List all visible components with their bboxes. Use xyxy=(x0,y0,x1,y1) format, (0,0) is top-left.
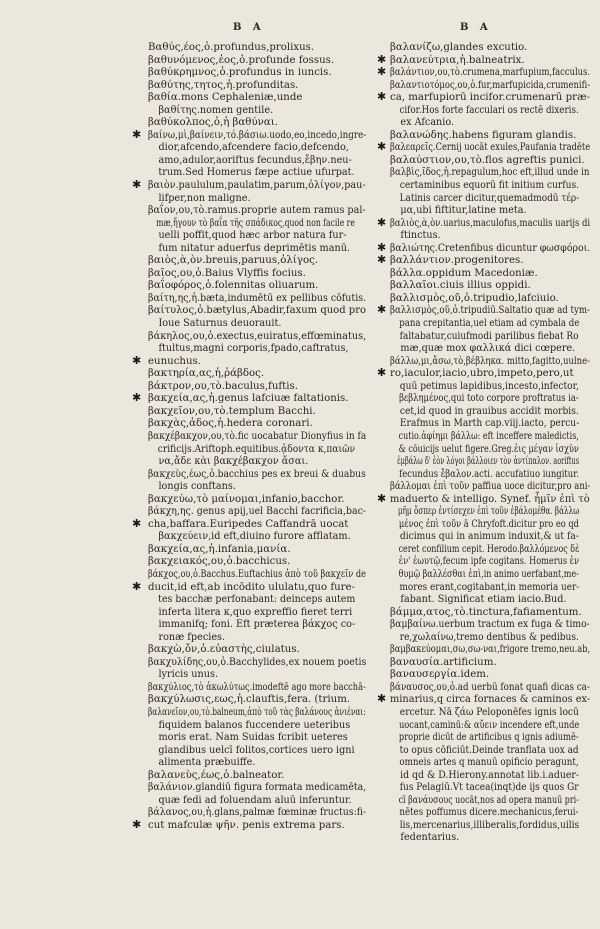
asterisk-marker-icon: ✱ xyxy=(377,303,387,317)
right-column-entry xyxy=(390,293,590,306)
signature-mark-left: B A xyxy=(233,22,265,33)
continuation-line: ftultus,magni corporis,fpado,caftratus, xyxy=(158,343,349,355)
right-column-entry xyxy=(377,65,591,80)
headword-line: βάκχη,ης. genus apij,uel Bacchi facrificia,bac- xyxy=(148,506,366,518)
left-column-entry xyxy=(148,331,366,356)
continuation-line: ercetur. Nā ζάω Peloponēfes ignis locū xyxy=(399,706,579,718)
left-column-entry xyxy=(148,694,366,707)
headword-line: βάλλα.oppidum Macedoniæ. xyxy=(390,267,538,279)
left-column-entry xyxy=(148,770,366,783)
continuation-line: mores erant,cogitabant,in memoria uer- xyxy=(399,581,580,593)
headword-line: βακχεὺς,έως,ὁ.bacchius pes ex breui & duabus xyxy=(148,468,366,480)
right-column-entry xyxy=(390,682,590,695)
continuation-line: fedentarius. xyxy=(400,832,460,844)
left-column-entry xyxy=(148,368,366,381)
headword-line: βαθία.mons Cephaleniæ,unde xyxy=(148,92,303,104)
headword-line: βαμβακεύομαι,σω,σω-ναι,frigore tremo,neu.ab, xyxy=(390,644,591,656)
continuation-line: proprie dicūt de artificibus q ignis adiumē- xyxy=(398,732,579,744)
left-column-entry xyxy=(148,418,366,431)
left-column-entry xyxy=(148,506,366,519)
continuation-line: quū petimus lapidibus,incesto,infector, xyxy=(399,380,579,392)
headword-line: βαίνω,μὶ,βαίνειν,τό.βάσιω.uodo,eo,incedo,ingre- xyxy=(148,129,367,141)
right-column-entry xyxy=(390,80,590,93)
running-header xyxy=(0,22,600,36)
continuation-line: Ioue Saturnus deuorauit. xyxy=(158,318,282,330)
headword-line: βαλεαρεῖς.Cernij uocāt exules,Paufania tradēte xyxy=(390,142,591,154)
left-column-entry xyxy=(132,817,366,833)
continuation-line: ex Afcanio. xyxy=(400,117,455,129)
left-column-entry xyxy=(148,117,366,130)
headword-line: βαναυσεργία.idem. xyxy=(390,669,490,681)
continuation-line: cifor.Hos forte facculari os rectē dixeris. xyxy=(399,104,579,116)
headword-line: βακχύλωσις,εως,ἡ.clauftis,fera. (trium. xyxy=(148,694,351,706)
headword-line: maduerto & intelligo. Synef. ἦμῖν ἐπὶ τὸ xyxy=(390,493,590,505)
headword-line: βαλιώτης.Cretenfibus dicuntur φωσφόροι. xyxy=(390,242,591,254)
continuation-line: ceret confilium cepit. Herodo.βαλλόμενος δὲ xyxy=(398,543,580,555)
headword-line: βαλλισμὸς,οῦ,ὁ.tripudiū.Saltatio quæ ad tym- xyxy=(390,305,590,317)
continuation-line: βεβλημένος,qui toto corpore proftratus ia- xyxy=(399,393,579,405)
left-column-entry xyxy=(148,644,366,657)
continuation-line: glandibus uelcī folitos,cortices uero igni xyxy=(158,744,355,756)
headword-line: βακχὰς,ἀδος,ἡ.hedera coronari. xyxy=(148,418,313,430)
asterisk-marker-icon: ✱ xyxy=(377,240,387,254)
left-column-entry xyxy=(132,579,366,645)
headword-line: βαλάνιον.glandiū figura formata medicamēta, xyxy=(148,782,367,794)
asterisk-marker-icon: ✱ xyxy=(132,579,142,593)
left-column-entry xyxy=(148,381,366,394)
right-column-entry xyxy=(390,657,590,670)
headword-line: βαλανίζω,glandes excutio. xyxy=(390,42,528,53)
right-column-entry xyxy=(390,155,590,168)
continuation-line: βακχεύειν,id eft,diuino furore afflatam. xyxy=(158,531,351,543)
continuation-line: fus Pelagiū.Vt tacea(inqt)de ijs quos Gr xyxy=(399,782,579,794)
right-column-entry xyxy=(390,42,590,55)
headword-line: βαναυσία.artificium. xyxy=(390,656,497,668)
headword-line: βαΐον,ου,τὸ.ramus.proprie autem ramus pal- xyxy=(148,205,366,217)
headword-line: ro,iaculor,iacio,ubro,impeto,pero,ut xyxy=(390,368,574,380)
left-column-entry xyxy=(148,255,366,268)
right-column-entry xyxy=(390,356,590,369)
headword-line: βαλλαῖοι.ciuis illius oppidi. xyxy=(390,280,531,292)
right-column-entry xyxy=(390,481,590,494)
headword-line: βαλαύστιον,ου,τὸ.flos agreftis punici. xyxy=(390,154,585,166)
left-column-entry xyxy=(148,807,366,820)
left-column-entry xyxy=(148,494,366,507)
headword-line: βάκτρον,ου,τὸ.baculus,fuftis. xyxy=(148,380,298,392)
asterisk-marker-icon: ✱ xyxy=(377,65,387,79)
headword-line: βακχεία,ας,ἡ.genus lafciuæ faltationis. xyxy=(148,393,349,405)
headword-line: βακχέβακχον,ου,τὸ.fic uocabatur Dionyfius in fa xyxy=(148,430,367,442)
right-column-entry xyxy=(377,215,591,243)
headword-line: βαλιὸς,ὰ,ὸν.uarius,maculofus,maculis uarijs di xyxy=(390,217,591,229)
continuation-line: moris erat. Nam Suidas fcribit ueteres xyxy=(158,732,348,744)
asterisk-marker-icon: ✱ xyxy=(377,491,387,505)
asterisk-marker-icon: ✱ xyxy=(377,140,387,154)
headword-line: βαλάντιον,ου,τὸ.crumena,marfupium,facculus. xyxy=(390,67,591,79)
asterisk-marker-icon: ✱ xyxy=(377,52,387,66)
headword-line: βαῖος,ου,ὁ.Baius Vlyffis focius. xyxy=(148,267,306,279)
headword-line: βακχυλίδης,ου,ὁ.Bacchylides,ex nouem poetis xyxy=(148,656,367,668)
continuation-line: re,χωλαίνω,tremo dentibus & pedibus. xyxy=(399,631,579,643)
headword-line: βαλλισμὸς,οῦ,ὁ.tripudio,lafciuio. xyxy=(390,292,559,304)
continuation-line: fecundus ἔβαλον.acti. accufatiuo iungitur. xyxy=(399,468,580,480)
asterisk-marker-icon: ✱ xyxy=(377,253,387,267)
left-column-entry xyxy=(148,682,366,695)
headword-line: ducit,id eft,ab incōdito ululatu,quo fure- xyxy=(148,581,355,593)
left-column-entry xyxy=(148,556,366,569)
asterisk-marker-icon: ✱ xyxy=(132,178,142,192)
headword-line: βάκχος,ου,ὁ.Bacchus.Euftachius ἀπὸ τοῦ βακχεῖν de xyxy=(148,568,366,580)
continuation-line: longis conftans. xyxy=(158,481,236,493)
continuation-line: βαθίτης.nomen gentile. xyxy=(158,104,274,116)
continuation-line: cutio.ἀφίημι βάλλω: eft inceffere maledictis, xyxy=(398,430,579,442)
continuation-line: lyricis unus. xyxy=(158,669,219,681)
headword-line: βακχεύω,τὸ μαίνομαι,infanio,bacchor. xyxy=(148,493,345,505)
asterisk-marker-icon: ✱ xyxy=(132,391,142,405)
continuation-line: mæ,ἤγουν τὸ βαΐα τῆς σπάδικος,quod non facile re xyxy=(156,217,355,229)
continuation-line: μα,ubi fiftitur,latine meta. xyxy=(400,205,527,217)
continuation-line: dior,afcendo,afcendere facio,defcendo, xyxy=(158,142,349,154)
left-column-entry xyxy=(148,782,366,807)
headword-line: βάλανος,ου,ἡ.glans,palmæ fœminæ fructus:fi- xyxy=(148,807,367,819)
right-column-entry xyxy=(390,130,590,143)
continuation-line: Latinis carcer dicitur,quemadmodū τέρ- xyxy=(399,192,580,204)
headword-line: Βαθύς,έος,ὁ.profundus,prolixus. xyxy=(148,42,315,53)
continuation-line: Erafmus in Marth cap.viij.iacto, percu- xyxy=(399,418,580,430)
signature-mark-right: B A xyxy=(460,22,492,33)
asterisk-marker-icon: ✱ xyxy=(132,817,142,831)
continuation-line: cet,id quod in grauibus accidit morbis. xyxy=(399,405,579,417)
continuation-line: fum nitatur aduerfus deprimētis manū. xyxy=(158,242,351,254)
headword-line: βάλλομαι ἐπὶ τοῦν paffiua uoce dicitur,pro ani- xyxy=(390,481,591,493)
left-column-entry xyxy=(132,516,366,544)
headword-line: βαθύκρημνος,ὁ.profundus in iuncis. xyxy=(148,67,332,79)
headword-line: βαΐοφόρος,ὁ.folennitas oliuarum. xyxy=(148,280,319,292)
asterisk-marker-icon: ✱ xyxy=(377,215,387,229)
right-column-entry xyxy=(377,140,591,155)
headword-line: βάκηλος,ου,ὁ.exectus,euiratus,effœminatus, xyxy=(148,330,367,342)
headword-line: cut mafculæ ψῆν. penis extrema pars. xyxy=(148,819,345,831)
headword-line: minarius,q circa fornaces & caminos ex- xyxy=(390,694,591,706)
left-column-entry xyxy=(148,293,366,306)
left-column-entry xyxy=(148,305,366,330)
continuation-line: μένος ἐπὶ τοῦν ā Chryfoft.dicitur pro eo qd xyxy=(398,518,579,530)
right-column-entry xyxy=(390,669,590,682)
left-column-entry xyxy=(148,431,366,469)
continuation-line: faltabatur,cuiufmodi parilibus fiebat Ro xyxy=(399,330,579,342)
continuation-line: crificijs.Ariftoph.equitibus.ᾀδοντα κ,παιῶν xyxy=(157,443,355,455)
left-column-entry xyxy=(148,205,366,255)
continuation-line: uelli poffit,quod hæc arbor natura fur- xyxy=(158,230,347,242)
headword-line: βακτηρία,ας,ἡ,ῥάβδος. xyxy=(148,368,265,380)
left-column-entry xyxy=(148,657,366,682)
continuation-line: ftinctus. xyxy=(400,230,441,242)
headword-line: βαθύκολπος,ὁ,ἡ βαθύναι. xyxy=(148,117,278,129)
continuation-line: immanifq; foni. Eft præterea βάκχος co- xyxy=(158,619,356,631)
right-column-entry xyxy=(390,644,590,657)
right-column-entry xyxy=(377,253,590,268)
right-column-entry xyxy=(390,268,590,281)
headword-line: βαίτυλος,ὁ.bætylus,Abadir,faxum quod pro xyxy=(148,305,367,317)
headword-line: βαίτη,ης,ἡ.bæta,indumētū ex pellibus cōfutis. xyxy=(148,292,367,304)
continuation-line: nētes poffumus dicere.mechanicus,ferui- xyxy=(399,807,579,819)
left-column-entry xyxy=(148,268,366,281)
continuation-line: ἐμβάλω δ' ἐὸν λόγοι βάλλοιεν τὸν ἀντίπαλον. aoriftus xyxy=(397,456,580,468)
headword-line: βακχειακός,ου,ὁ.bacchicus. xyxy=(148,556,291,568)
right-column-entry xyxy=(377,90,590,130)
headword-line: βαλανώδης.habens figuram glandis. xyxy=(390,129,577,141)
headword-line: βαιὸν.paululum,paulatim,parum,ὀλίγον,pau- xyxy=(148,180,366,192)
left-column-entry xyxy=(132,353,366,369)
headword-line: ca, marfupiorū incifor.crumenarū præ- xyxy=(390,92,590,104)
right-column xyxy=(377,42,591,845)
right-column-entry xyxy=(390,619,590,644)
continuation-line: alimenta præbuiffe. xyxy=(158,757,256,769)
headword-line: βαλαντιοτόμος,ου,ὁ.fur,marfupicida,crumenifi- xyxy=(390,79,591,91)
headword-line: βακχύλιος,τὸ ἀκωλύτως.imodeftē ago more bacchā- xyxy=(148,681,366,693)
left-column-entry xyxy=(148,569,366,582)
left-column-entry xyxy=(132,178,366,205)
continuation-line: tes bacchæ perfonabant: deinceps autem xyxy=(158,594,356,606)
right-column-entry xyxy=(390,607,590,620)
continuation-line: quæ fedi ad foluendam aluū inferuntur. xyxy=(158,794,352,806)
right-column-entry xyxy=(390,167,590,217)
continuation-line: uocant,caminū:& αὔειν incendere eft,unde xyxy=(398,719,580,731)
headword-line: βαλβὶς,ῖδος,ἡ.repagulum,hoc eft,illud unde in xyxy=(390,167,590,179)
headword-line: βαλλάντιον.progenitores. xyxy=(390,255,524,267)
continuation-line: pana crepitantia,uel etiam ad cymbala de xyxy=(399,318,580,330)
right-column-entry xyxy=(377,52,590,68)
left-column-entry xyxy=(132,127,367,180)
continuation-line: mæ,quæ mox φαλλικά dici cœpere. xyxy=(400,343,576,355)
continuation-line: & cōuicijs uelut figere.Greg.ἐις μέγαν ἰσχὺν xyxy=(398,443,579,455)
headword-line: βαλανεύτρια,ἡ.balneatrix. xyxy=(390,54,525,66)
asterisk-marker-icon: ✱ xyxy=(132,353,142,367)
left-column-entry xyxy=(148,80,366,93)
headword-line: βάναυσος,ου,ὁ.ad uerbū fonat quafi dicas ca- xyxy=(390,681,590,693)
continuation-line: fabant. Significat etiam iacio.Bud. xyxy=(400,594,567,606)
asterisk-marker-icon: ✱ xyxy=(377,692,387,706)
continuation-line: to opus cōficiūt.Deinde tranflata uox ad xyxy=(399,744,579,756)
continuation-line: amo,adulor,aoriftus fecundus,ἔβην.neu- xyxy=(158,154,352,166)
left-column-entry xyxy=(148,67,366,80)
headword-line: cha,baffara.Euripedes Caffandrā uocat xyxy=(148,518,349,530)
headword-line: βάμμα,ατος,τὸ.tinctura,fafiamentum. xyxy=(390,606,582,618)
continuation-line: dicimus qui in animum induxit,& ut fa- xyxy=(399,531,579,543)
continuation-line: θυμῷ βαλλέσθαι ἐπὶ,in animo uerfabant,me- xyxy=(398,568,579,580)
headword-line: βαιὸς,ὰ,ὸν.breuis,paruus,ὀλίγος. xyxy=(148,255,319,267)
asterisk-marker-icon: ✱ xyxy=(132,516,142,530)
right-column-entry xyxy=(377,366,590,481)
continuation-line: lis,mercenarius,illiberalis,fordidus,uilis xyxy=(399,819,580,831)
continuation-line: ἐν' ἑωυτῷ,fecum ipfe cogitans. Homerus ἐν xyxy=(398,556,579,568)
left-column-entry xyxy=(148,92,366,117)
left-column xyxy=(132,42,367,832)
continuation-line: trum.Sed Homerus fæpe actiue ufurpat. xyxy=(158,167,355,179)
headword-line: βαμβαίνω.uerbum tractum ex fuga & timo- xyxy=(390,619,590,631)
continuation-line: μῆμ ὄσπερ ἐντίσεχεν ἐπὶ τοῦν ἐβάλομέθα. βάλλω xyxy=(397,506,580,518)
left-column-entry xyxy=(148,406,366,419)
continuation-line: lifper,non maligne. xyxy=(158,192,251,204)
continuation-line: id qd & D.Hierony.annotat lib.i.aduer- xyxy=(400,769,580,781)
headword-line: βαλανεῖον,ου,τὸ.balneum,ἀπὸ τοῦ τὰς βαλάνους ἀνιέναι: xyxy=(148,706,366,718)
continuation-line: ronæ fpecies. xyxy=(158,631,226,643)
right-column-entry xyxy=(377,240,591,256)
headword-line: βακχὼ,ὄν,ὁ.εὐαστὴς,ciulatus. xyxy=(148,644,300,656)
right-column-entry xyxy=(377,692,591,845)
continuation-line: omneis artes q manuū opificio peragunt, xyxy=(399,757,579,769)
continuation-line: fiquidem balanos fuccendere ueteribus xyxy=(158,719,351,731)
left-column-entry xyxy=(148,280,366,293)
left-column-entry xyxy=(148,42,366,55)
continuation-line: cī βανάυσους uocāt,nos ad opera manuū pri- xyxy=(398,794,579,806)
left-column-entry xyxy=(148,707,366,770)
left-column-entry xyxy=(148,469,366,494)
continuation-line: certaminibus equorū fit initium curfus. xyxy=(399,180,580,192)
headword-line: βαθύτης,τητος,ἡ.profunditas. xyxy=(148,79,299,91)
headword-line: eunuchus. xyxy=(148,355,202,367)
right-column-entry xyxy=(377,303,590,355)
asterisk-marker-icon: ✱ xyxy=(132,127,142,141)
right-column-entry xyxy=(390,280,590,293)
left-column-entry xyxy=(132,391,366,406)
headword-line: βαθυνόμενος,ἐος,ὁ.profunde fossus. xyxy=(148,54,335,66)
right-column-entry xyxy=(377,491,590,607)
continuation-line: inferta litera κ,quo expreffio fieret terri xyxy=(158,606,353,618)
left-column-entry xyxy=(148,55,366,68)
headword-line: βακχεῖον,ου,τὸ.templum Bacchi. xyxy=(148,405,316,417)
asterisk-marker-icon: ✱ xyxy=(377,366,387,380)
asterisk-marker-icon: ✱ xyxy=(377,90,387,104)
continuation-line: να,ἄδε κὰι βακχέβακχον ἄσαι. xyxy=(158,456,309,468)
headword-line: βάλλω,μι,ἄσω,τὸ,βέβληκα. mitto,fagitto,uulne- xyxy=(390,355,590,367)
left-column-entry xyxy=(148,544,366,557)
headword-line: βαλανεὺς,έως,ὁ.balneator. xyxy=(148,769,285,781)
headword-line: βακχεία,ας,ἡ.infania,μανία. xyxy=(148,543,291,555)
